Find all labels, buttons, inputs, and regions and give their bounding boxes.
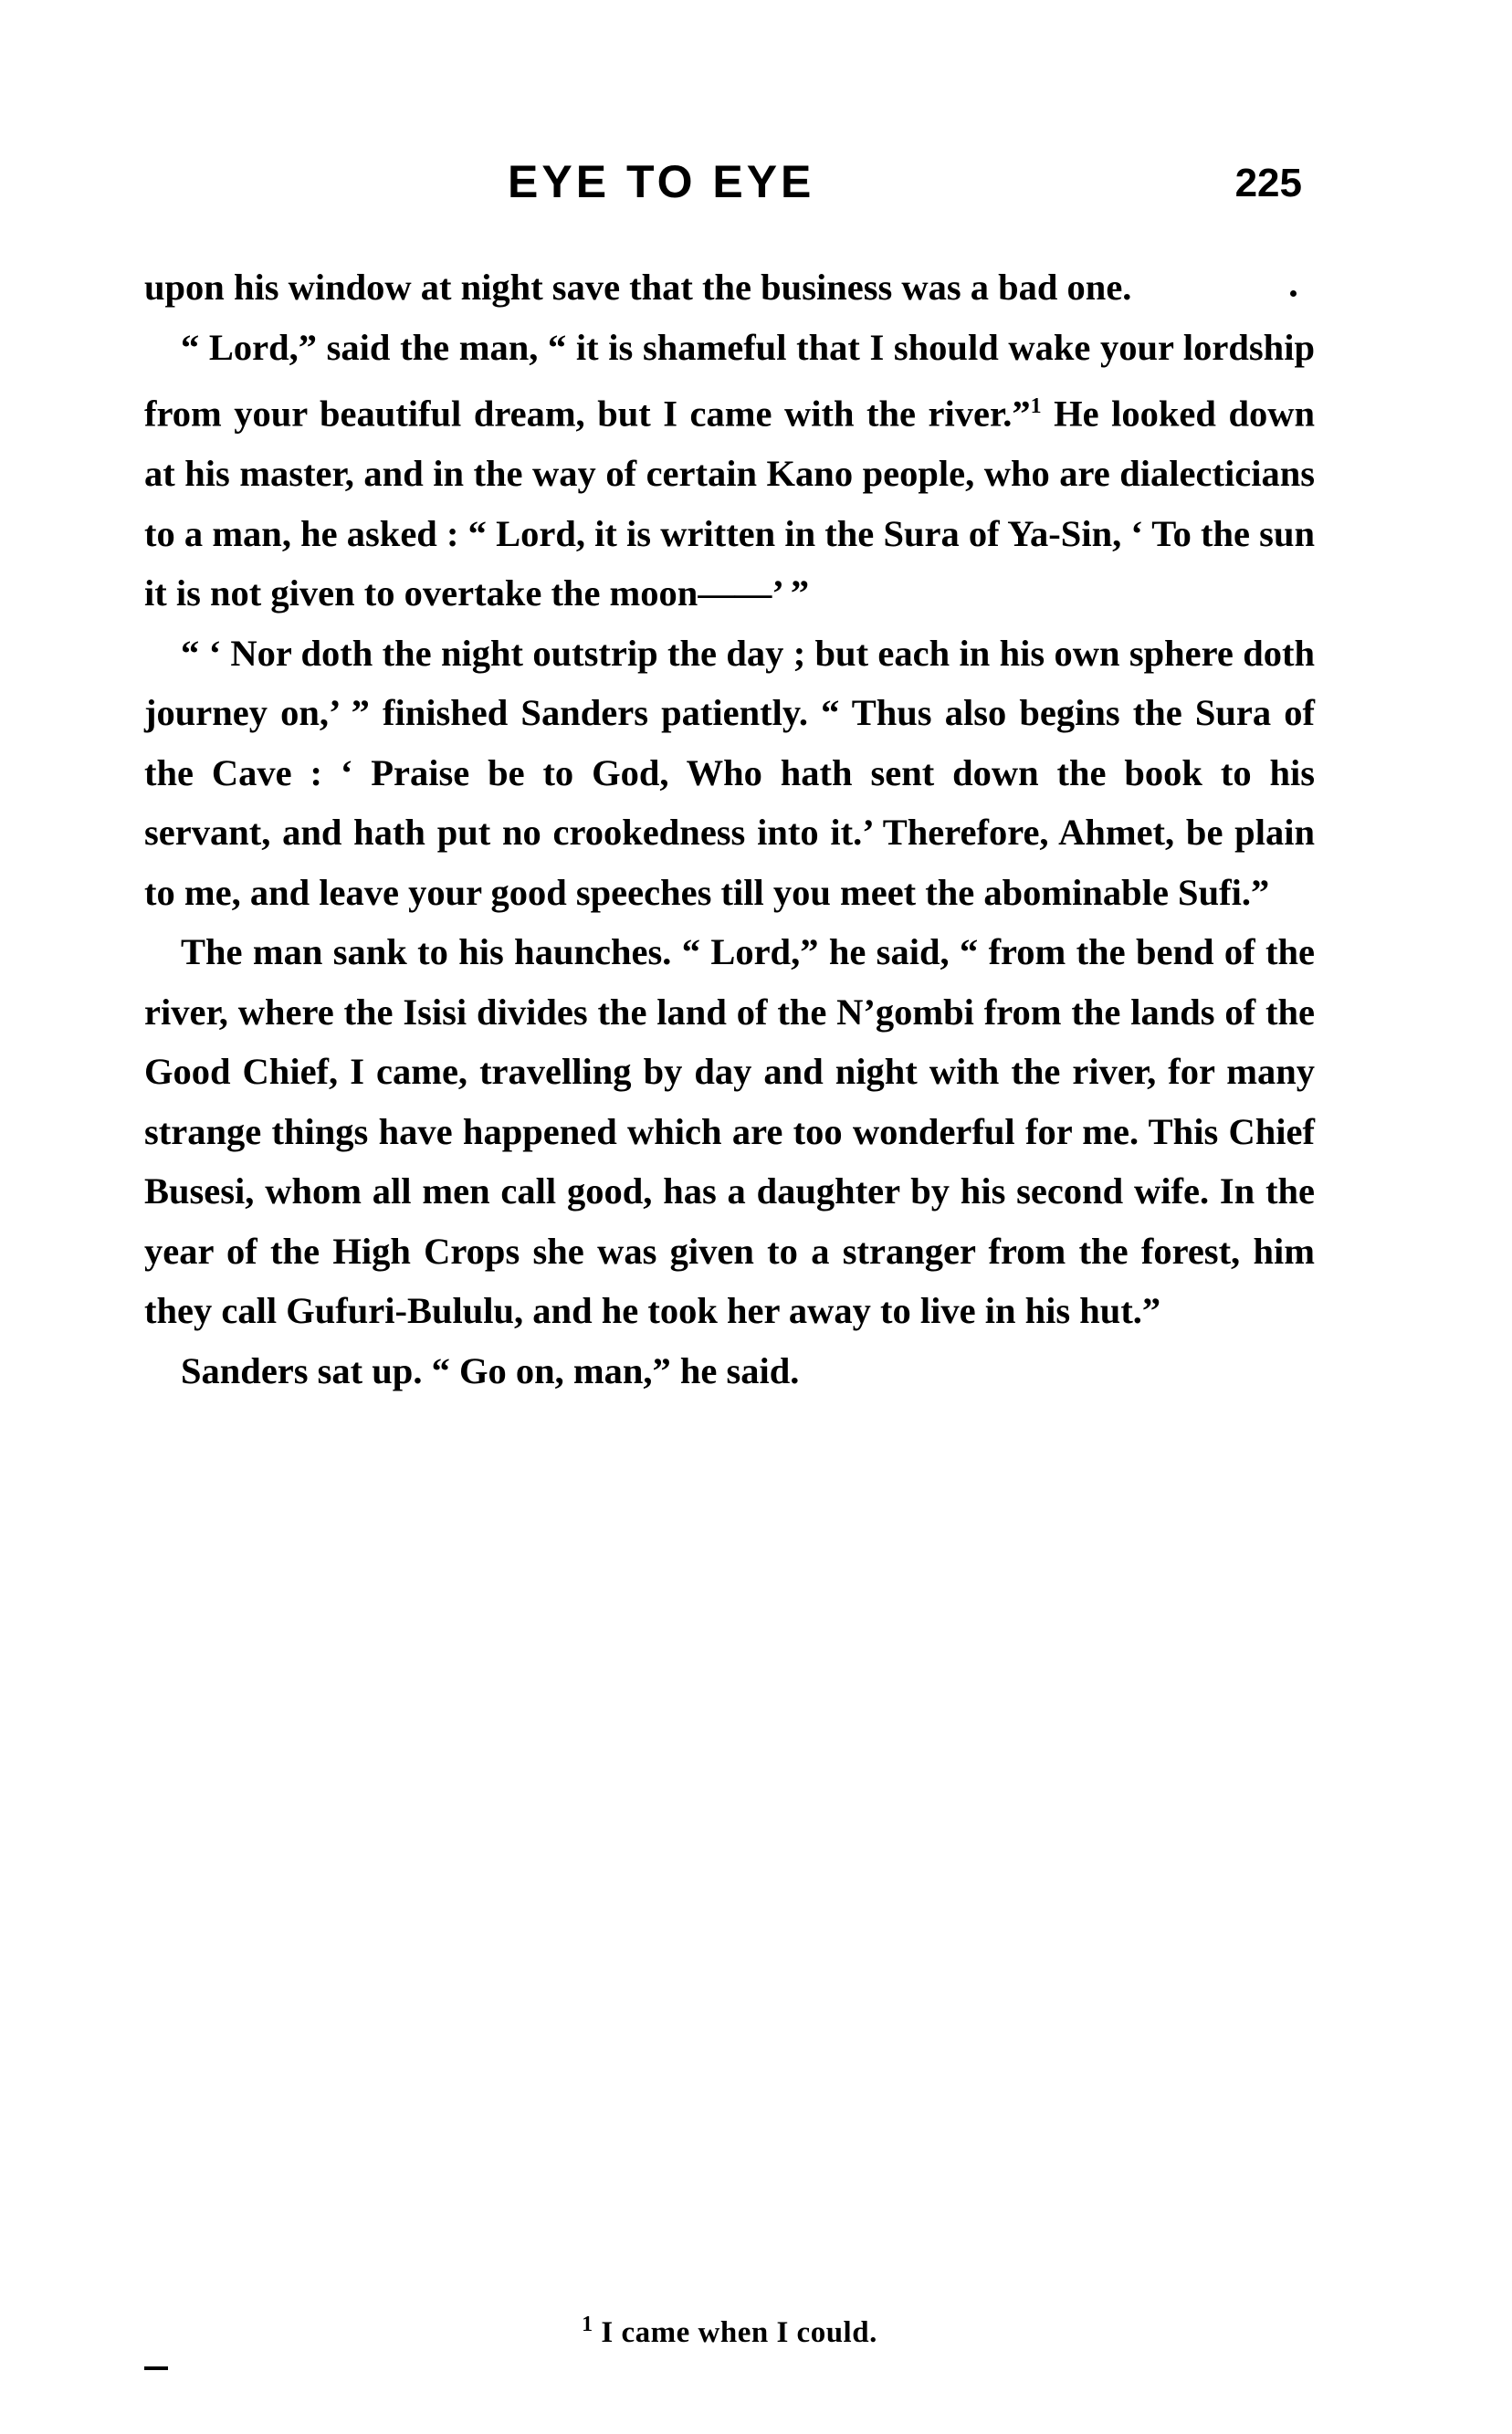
- paragraph-4-text: The man sank to his haunches. “ Lord,” he said, “ from the bend of the river, where the Isisi divides the land of the N’gombi from the lands of the Good Chief, I came, travelling by day and night with the river, for many strange things have happened which are too wonderful for me. This Chief Busesi, whom all men call good, has a daughter by his second wife. In the year of the High Crops she was given to a stranger from the forest, him they call Gufuri-Bululu, and he took her away to live in his hut.”: [144, 931, 1315, 1331]
- page-content: [135, 155, 1322, 2349]
- paragraph-5-text: Sanders sat up. “ Go on, man,” he said.: [181, 1349, 800, 1391]
- footnote: [144, 2295, 1315, 2364]
- paragraph-4: [144, 922, 1315, 1341]
- running-head: EYE TO EYE: [508, 156, 815, 207]
- body-text: [144, 257, 1315, 2349]
- paragraph-2: [144, 318, 1315, 624]
- footnote-rule: [144, 2366, 168, 2370]
- paragraph-3: [144, 624, 1315, 923]
- paragraph-1-text: upon his window at night save that the business was a bad one.: [144, 267, 1132, 308]
- page-number: 225: [1234, 161, 1302, 205]
- paragraph-1: [144, 257, 1315, 318]
- paragraph-2-text-before-footnote: “ Lord,” said the man, “ it is shameful that I should wake your lordship from your beautiful dream, but I came with the river.”: [144, 326, 1315, 435]
- paragraph-3-text: “ ‘ Nor doth the night outstrip the day ; but each in his own sphere doth journey on,’ ” finished Sanders patiently. “ Thus also begins the Sura of the Cave : ‘ Praise be to God, Who hath sent down the book to his servant, and hath put no crookedness into it.’ Therefore, Ahmet, be plain to me, and leave your good speeches till you meet the abominable Sufi.”: [144, 632, 1315, 913]
- paragraph-2-text-after-footnote: He looked down at his master, and in the way of certain Kano people, who are dialecticians to a man, he asked : “ Lord, it is written in the Sura of Ya-Sin, ‘ To the sun it is not given to overtake the moon——’ ”: [144, 393, 1315, 614]
- page-header: [135, 155, 1322, 243]
- footnote-reference-marker[interactable]: 1: [1030, 394, 1042, 418]
- paragraph-5: [144, 1341, 1315, 1401]
- footnote-marker: 1: [582, 2313, 593, 2336]
- footnote-text: I came when I could.: [601, 2316, 877, 2349]
